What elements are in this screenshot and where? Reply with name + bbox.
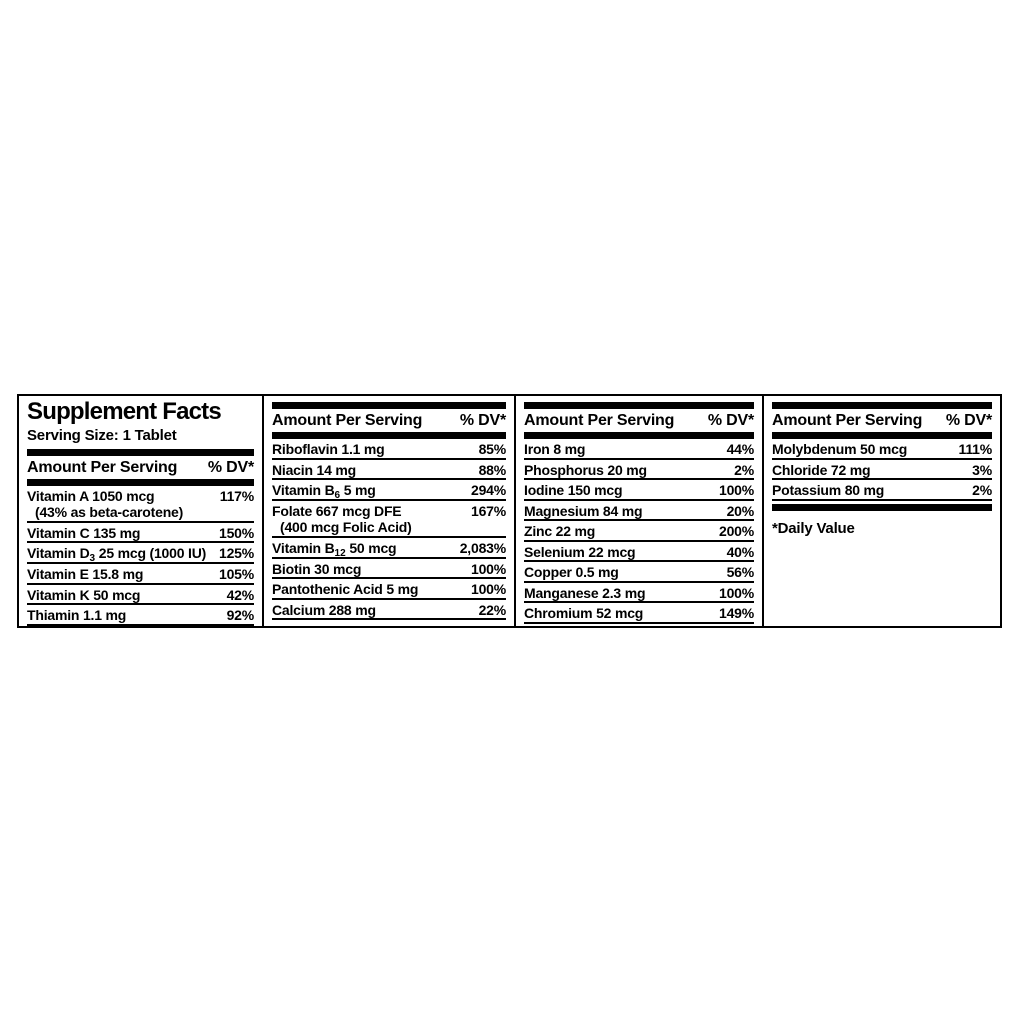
panel-title: Supplement Facts [27, 398, 221, 425]
nutrient-name: Manganese 2.3 mg [524, 584, 646, 601]
thick-rule [272, 402, 506, 409]
nutrient-name: Thiamin 1.1 mg [27, 607, 127, 624]
nutrient-dv: 42% [226, 586, 254, 603]
column-vitamins-a-thiamin [19, 396, 264, 626]
nutrient-row [524, 439, 754, 460]
nutrient-dv: 100% [718, 584, 754, 601]
nutrient-name: Phosphorus 20 mg [524, 461, 647, 478]
nutrient-name: Potassium 80 mg [772, 482, 885, 499]
column-header-dv: % DV* [207, 458, 254, 476]
thick-rule [772, 432, 992, 439]
nutrient-dv: 2,083% [459, 539, 506, 556]
nutrient-dv: 22% [478, 601, 506, 618]
nutrient-name: Folate 667 mcg DFE [272, 502, 402, 519]
nutrient-name: Biotin 30 mcg [272, 560, 362, 577]
nutrient-name: Vitamin $B_{12}$ 50 mcg [272, 539, 397, 559]
nutrient-row [27, 523, 254, 544]
nutrient-dv: 167% [470, 502, 506, 519]
column-molybdenum-potassium [764, 396, 1000, 626]
nutrient-dv: 88% [478, 461, 506, 478]
subscript: 3 [89, 553, 96, 565]
thick-rule [772, 504, 992, 511]
column-header-dv: % DV* [707, 412, 754, 429]
nutrient-dv: 56% [726, 564, 754, 581]
nutrient-name: Selenium 22 mcg [524, 543, 636, 560]
nutrient-dv: 100% [470, 560, 506, 577]
nutrient-dv: 117% [219, 487, 254, 504]
column-header [272, 409, 506, 432]
nutrient-name: Riboflavin 1.1 mg [272, 441, 385, 457]
nutrient-dv: 2% [734, 461, 754, 478]
nutrient-name: Magnesium 84 mg [524, 502, 643, 519]
nutrient-dv: 100% [470, 581, 506, 598]
nutrient-dv: 100% [718, 482, 754, 499]
column-header [524, 409, 754, 432]
nutrient-name: Vitamin E 15.8 mg [27, 566, 144, 583]
nutrient-name: Vitamin $D_3$ 25 mcg (1000 IU) [27, 545, 207, 565]
nutrient-row [272, 538, 506, 559]
supplement-facts-panel [17, 394, 1002, 628]
nutrient-dv: 40% [726, 543, 754, 560]
nutrient-name: Iron 8 mg [524, 441, 586, 457]
column-header-amount: Amount Per Serving [27, 458, 178, 476]
nutrient-dv: 92% [226, 607, 254, 624]
nutrient-row [524, 501, 754, 522]
nutrient-name: Niacin 14 mg [272, 461, 356, 478]
nutrient-row [272, 559, 506, 580]
nutrient-row [524, 583, 754, 604]
nutrient-name: Vitamin A 1050 mcg [27, 487, 155, 504]
nutrient-name: Calcium 288 mg [272, 601, 376, 618]
nutrient-row [524, 542, 754, 563]
thick-rule [272, 432, 506, 439]
column-header-amount: Amount Per Serving [524, 412, 675, 429]
nutrient-row [27, 585, 254, 606]
nutrient-row [272, 501, 506, 538]
nutrient-name: Vitamin $B_6$ 5 mg [272, 482, 376, 502]
nutrient-row [524, 521, 754, 542]
column-iron-chromium [516, 396, 764, 626]
nutrient-dv: 2% [972, 482, 992, 499]
subscript: 12 [334, 547, 346, 559]
nutrient-name: Pantothenic Acid 5 mg [272, 581, 419, 598]
column-riboflavin-calcium [264, 396, 516, 626]
nutrient-name: Chromium 52 mcg [524, 605, 644, 622]
nutrient-row [524, 603, 754, 624]
column-header [27, 456, 254, 479]
nutrient-name-wrap [27, 488, 183, 521]
column-header-dv: % DV* [459, 412, 506, 429]
thick-rule [772, 402, 992, 409]
nutrient-row [27, 486, 254, 523]
column-header-amount: Amount Per Serving [272, 412, 423, 429]
nutrient-row [524, 460, 754, 481]
daily-value-footnote: *Daily Value [772, 519, 855, 537]
nutrient-dv: 150% [218, 524, 254, 541]
nutrient-name: Vitamin K 50 mcg [27, 586, 141, 603]
nutrient-name: Vitamin C 135 mg [27, 524, 141, 541]
nutrient-row [272, 480, 506, 501]
nutrient-name: Iodine 150 mcg [524, 482, 623, 499]
nutrient-row [27, 605, 254, 626]
nutrient-row [272, 600, 506, 621]
nutrient-row [524, 562, 754, 583]
nutrient-dv: 105% [218, 566, 254, 583]
nutrient-name: Copper 0.5 mg [524, 564, 619, 581]
nutrient-note: (43% as beta-carotene) [35, 504, 184, 521]
nutrient-dv: 20% [726, 502, 754, 519]
column-header-amount: Amount Per Serving [772, 412, 923, 429]
nutrient-dv: 200% [718, 523, 754, 540]
nutrient-row [272, 460, 506, 481]
thick-rule [524, 402, 754, 409]
subscript: 6 [334, 490, 341, 502]
column-header [772, 409, 992, 432]
nutrient-dv: 294% [470, 482, 506, 499]
nutrient-dv: 44% [726, 441, 754, 457]
nutrient-row [772, 480, 992, 501]
nutrient-row [772, 460, 992, 481]
nutrient-dv: 85% [478, 441, 506, 457]
thick-rule [27, 449, 254, 456]
nutrient-name: Molybdenum 50 mcg [772, 441, 908, 457]
nutrient-dv: 3% [972, 461, 992, 478]
nutrient-dv: 149% [718, 605, 754, 622]
nutrient-row [272, 579, 506, 600]
nutrient-row [272, 439, 506, 460]
column-header-dv: % DV* [945, 412, 992, 429]
nutrient-note: (400 mcg Folic Acid) [280, 519, 412, 536]
nutrient-row [27, 564, 254, 585]
nutrient-dv: 111% [958, 441, 992, 457]
thick-rule [524, 432, 754, 439]
nutrient-name-wrap [272, 503, 412, 536]
nutrient-row [772, 439, 992, 460]
nutrient-row [524, 480, 754, 501]
nutrient-name: Chloride 72 mg [772, 461, 871, 478]
nutrient-name: Zinc 22 mg [524, 523, 596, 540]
nutrient-row [27, 543, 254, 564]
serving-size: Serving Size: 1 Tablet [27, 426, 177, 444]
nutrient-dv: 125% [218, 545, 254, 562]
thick-rule [27, 479, 254, 486]
